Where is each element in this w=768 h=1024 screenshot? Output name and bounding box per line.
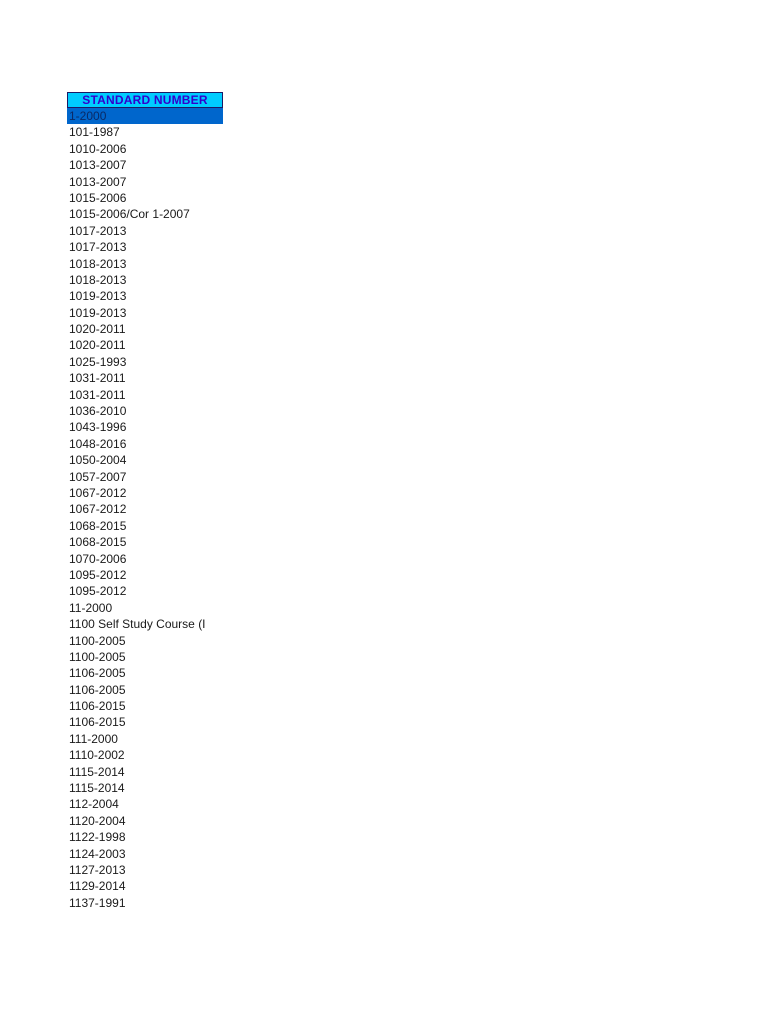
cell[interactable]: 1015-2006/Cor 1-2007 <box>69 207 190 222</box>
cell[interactable]: 1018-2013 <box>69 256 127 271</box>
cell[interactable]: 1122-1998 <box>69 830 126 845</box>
cell[interactable]: 1106-2015 <box>69 715 126 730</box>
cell[interactable]: 1043-1996 <box>69 420 127 435</box>
cell[interactable]: 1067-2012 <box>69 502 127 517</box>
cell[interactable]: 1015-2006 <box>69 190 127 205</box>
cell[interactable]: 1127-2013 <box>69 862 126 877</box>
cell[interactable]: 1137-1991 <box>69 895 126 910</box>
spreadsheet-column <box>67 92 223 911</box>
cell[interactable]: 1110-2002 <box>69 748 125 763</box>
cell[interactable]: 1100 Self Study Course (I <box>69 617 206 632</box>
cell[interactable]: 1100-2005 <box>69 649 126 664</box>
cell[interactable]: 1048-2016 <box>69 436 127 451</box>
cell[interactable]: 1120-2004 <box>69 813 126 828</box>
cell[interactable]: 1106-2015 <box>69 699 126 714</box>
cell[interactable]: 1010-2006 <box>69 141 127 156</box>
cell[interactable]: 1057-2007 <box>69 469 127 484</box>
cell[interactable]: 1067-2012 <box>69 485 127 500</box>
cell[interactable]: 1050-2004 <box>69 453 127 468</box>
cell[interactable]: 1013-2007 <box>69 174 127 189</box>
cell[interactable]: 1095-2012 <box>69 584 127 599</box>
standard-number-list <box>67 108 223 911</box>
cell[interactable]: 1017-2013 <box>69 223 127 238</box>
cell[interactable]: 1070-2006 <box>69 551 127 566</box>
selected-cell[interactable]: 1-2000 <box>67 108 223 124</box>
cell[interactable]: 1020-2011 <box>69 322 126 337</box>
cell[interactable]: 1013-2007 <box>69 158 127 173</box>
cell[interactable]: 1106-2005 <box>69 666 126 681</box>
cell[interactable]: 1025-1993 <box>69 354 127 369</box>
cell[interactable]: 1129-2014 <box>69 879 126 894</box>
cell[interactable]: 1095-2012 <box>69 567 127 582</box>
cell[interactable]: 11-2000 <box>69 600 113 615</box>
cell[interactable]: 1115-2014 <box>69 764 125 779</box>
cell[interactable]: 1031-2011 <box>69 371 126 386</box>
column-header-standard-number[interactable]: STANDARD NUMBER <box>67 92 223 108</box>
cell[interactable]: 1020-2011 <box>69 338 126 353</box>
cell[interactable]: 1115-2014 <box>69 781 125 796</box>
cell[interactable]: 1068-2015 <box>69 518 127 533</box>
cell[interactable]: 101-1987 <box>69 125 120 140</box>
cell[interactable]: 1018-2013 <box>69 272 127 287</box>
cell[interactable]: 1068-2015 <box>69 535 127 550</box>
cell[interactable]: 1036-2010 <box>69 404 127 419</box>
cell[interactable]: 1031-2011 <box>69 387 126 402</box>
cell[interactable]: 1019-2013 <box>69 289 127 304</box>
cell[interactable]: 1100-2005 <box>69 633 126 648</box>
cell[interactable]: 111-2000 <box>69 731 118 746</box>
cell[interactable]: 1017-2013 <box>69 240 127 255</box>
cell[interactable]: 112-2004 <box>69 797 119 812</box>
cell[interactable]: 1124-2003 <box>69 846 126 861</box>
cell[interactable]: 1019-2013 <box>69 305 127 320</box>
cell[interactable]: 1106-2005 <box>69 682 126 697</box>
